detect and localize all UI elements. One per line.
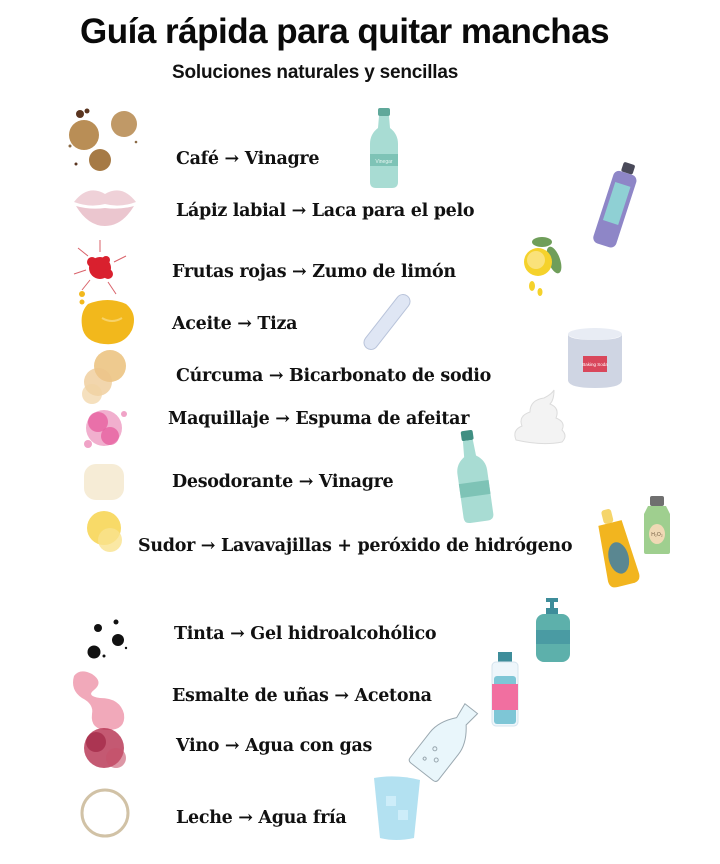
stain-name: Maquillaje xyxy=(168,409,270,429)
sparkling-water-carafe-icon xyxy=(412,700,480,782)
remedy-name: Agua con gas xyxy=(245,736,373,756)
stain-name: Aceite xyxy=(172,314,232,334)
deodorant-stain-icon xyxy=(80,460,130,504)
remedy-name: Bicarbonato de sodio xyxy=(288,366,492,386)
acetone-bottle-icon xyxy=(490,652,520,728)
arrow: → xyxy=(238,808,253,828)
remedy-name: Agua fría xyxy=(258,808,347,828)
stain-remedy-row-esmalte xyxy=(172,686,432,706)
arrow: → xyxy=(334,686,349,706)
stain-name: Cúrcuma xyxy=(176,366,264,386)
remedy-name: Tiza xyxy=(257,314,298,334)
baking-soda-tub-icon xyxy=(566,326,624,390)
stain-remedy-row-vino xyxy=(176,736,372,756)
arrow: → xyxy=(292,262,307,282)
wine-stain-icon xyxy=(76,722,136,778)
turmeric-stain-icon xyxy=(76,348,136,404)
sweat-stain-icon xyxy=(80,506,130,556)
stain-remedy-row-leche xyxy=(176,808,346,828)
arrow: → xyxy=(224,149,239,169)
chalk-icon xyxy=(356,290,418,354)
arrow: → xyxy=(224,736,240,756)
dish-soap-bottle-icon xyxy=(596,506,638,588)
stain-name: Café xyxy=(176,149,219,169)
stain-remedy-row-maquillaje xyxy=(168,409,469,429)
stain-remedy-row-tinta xyxy=(174,624,436,644)
stain-name: Vino xyxy=(176,736,220,756)
arrow: → xyxy=(230,624,245,644)
oil-stain-icon xyxy=(78,296,140,348)
lipstick-kiss-icon xyxy=(70,180,140,230)
coffee-stain-icon xyxy=(62,102,142,177)
hairspray-can-icon xyxy=(596,160,640,252)
stain-name: Leche xyxy=(176,808,233,828)
arrow: → xyxy=(275,409,290,429)
makeup-splash-icon xyxy=(78,402,134,458)
hydrogen-peroxide-bottle-icon xyxy=(640,496,674,556)
arrow: → xyxy=(298,472,314,492)
remedy-name: Vinagre xyxy=(244,149,320,169)
remedy-name: Acetona xyxy=(354,686,432,706)
arrow: → xyxy=(237,314,252,334)
stain-remedy-row-cafe xyxy=(176,149,319,169)
svg-text:Baking Soda: Baking Soda xyxy=(582,362,608,367)
remedy-name: Lavavajillas + peróxido de hidrógeno xyxy=(220,536,573,556)
stain-remedy-row-frutas-rojas xyxy=(172,262,456,282)
ink-splatter-icon xyxy=(84,618,134,666)
hand-sanitizer-pump-icon xyxy=(534,596,574,664)
svg-text:H₂O₂: H₂O₂ xyxy=(651,532,663,538)
arrow: → xyxy=(200,536,216,556)
remedy-name: Espuma de afeitar xyxy=(295,409,470,429)
shaving-foam-icon xyxy=(512,390,568,446)
remedy-name: Gel hidroalcohólico xyxy=(250,624,437,644)
remedy-name: Zumo de limón xyxy=(312,262,456,282)
stain-name: Sudor xyxy=(138,536,195,556)
stain-name: Frutas rojas xyxy=(172,262,287,282)
remedy-name: Vinagre xyxy=(318,472,394,492)
milk-ring-stain-icon xyxy=(78,786,134,842)
page-title: Guía rápida para quitar manchas xyxy=(80,12,610,51)
stain-remedy-row-sudor xyxy=(138,536,572,556)
stain-name: Lápiz labial xyxy=(176,201,286,221)
vinegar-bottle-icon xyxy=(368,108,400,188)
lemon-icon xyxy=(520,234,568,302)
vinegar-bottle-icon-2 xyxy=(454,430,494,524)
stain-name: Desodorante xyxy=(172,472,293,492)
stain-remedy-row-aceite xyxy=(172,314,297,334)
stain-remedy-row-lapiz-labial xyxy=(176,201,474,221)
stain-name: Esmalte de uñas xyxy=(172,686,329,706)
red-splatter-icon xyxy=(68,238,132,298)
stain-remedy-row-curcuma xyxy=(176,366,491,386)
stain-remedy-row-desodorante xyxy=(172,472,393,492)
cold-water-glass-icon xyxy=(372,774,424,844)
arrow: → xyxy=(291,201,306,221)
stain-name: Tinta xyxy=(174,624,225,644)
arrow: → xyxy=(268,366,284,386)
svg-text:Vinegar: Vinegar xyxy=(375,159,393,165)
page-subtitle: Soluciones naturales y sencillas xyxy=(172,62,459,83)
remedy-name: Laca para el pelo xyxy=(311,201,475,221)
